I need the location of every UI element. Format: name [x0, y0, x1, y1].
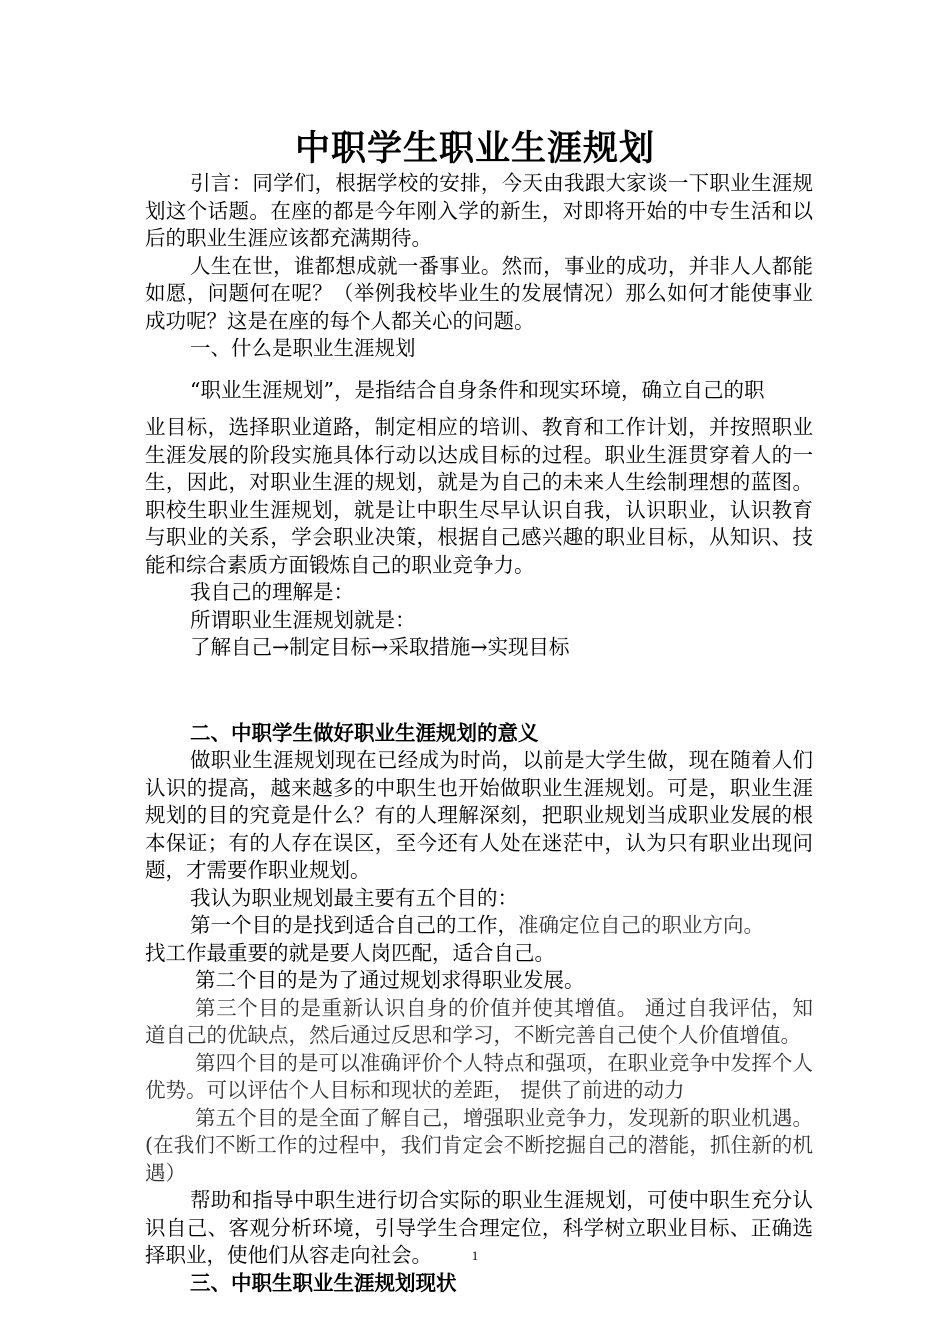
paragraph-purpose-2: 第二个目的是为了通过规划求得职业发展。: [195, 968, 585, 992]
paragraph-definition-first-line: “职业生涯规划”，是指结合自身条件和现实环境，确立自己的职: [190, 377, 765, 402]
paragraph-purpose-5: 第五个目的是全面了解自己，增强职业竞争力，发现新的职业机遇。(在我们不断工作的过程中，我们肯定会不断挖掘自己的潜能，抓住新的机遇）: [145, 1105, 813, 1185]
purpose-1-direction: 准确定位自己的职业方向。: [518, 913, 764, 937]
paragraph-purpose-3: 第三个目的是重新认识自身的价值并使其增值。 通过自我评估，知道自己的优缺点，然后通过反思和学习，不断完善自己使个人价值增值。: [145, 995, 813, 1047]
section-heading-1: 一、什么是职业生涯规划: [190, 336, 416, 360]
document-title: 中职学生职业生涯规划: [294, 128, 655, 169]
paragraph-purpose-4: 第四个目的是可以准确评价个人特点和强项，在职业竞争中发挥个人优势。可以评估个人目标和现状的差距， 提供了前进的动力: [145, 1050, 813, 1102]
section-heading-3: 三、中职生职业生涯规划现状: [190, 1270, 457, 1295]
paragraph-my-understanding: 我自己的理解是：: [190, 580, 354, 604]
paragraph-definition: 业目标，选择职业道路，制定相应的培训、教育和工作计划，并按照职业生涯发展的阶段实施具体行动以达成目标的过程。职业生涯贯穿着人的一生，因此，对职业生涯的规划，就是为自己的未来人生绘制理想的蓝图。职校生职业生涯规划，就是让中职生尽早认识自我，认识职业，认识教育与职业的关系，学会职业决策，根据自己感兴趣的职业目标，从知识、技能和综合素质方面锻炼自己的职业竞争力。: [145, 415, 813, 577]
paragraph-guidance: 帮助和指导中职生进行切合实际的职业生涯规划，可使中职生充分认识自己、客观分析环境，引导学生合理定位，科学树立职业目标、正确选择职业，使他们从容走向社会。: [145, 1188, 813, 1267]
paragraph-significance: 做职业生涯规划现在已经成为时尚，以前是大学生做，现在随着人们认识的提高，越来越多的中职生也开始做职业生涯规划。可是，职业生涯规划的目的究竟是什么？有的人理解深刻，把职业规划当成职业发展的根本保证；有的人存在误区，至今还有人处在迷茫中，认为只有职业出现问题，才需要作职业规划。: [145, 748, 813, 882]
paragraph-five-purposes: 我认为职业规划最主要有五个目的：: [190, 885, 518, 910]
paragraph-purpose-1: [145, 912, 813, 940]
purpose-1-lead: 第一个目的是找到适合自己的工作，: [190, 913, 518, 937]
paragraph-process-flow: 了解自己→制定目标→采取措施→实现目标: [190, 635, 570, 659]
paragraph-life-career: 人生在世，谁都想成就一番事业。然而，事业的成功，并非人人都能如愿，问题何在呢？（举例我校毕业生的发展情况）那么如何才能使事业成功呢？这是在座的每个人都关心的问题。: [145, 253, 813, 333]
page-number: 1: [471, 1248, 479, 1263]
paragraph-intro: 引言：同学们，根据学校的安排，今天由我跟大家谈一下职业生涯规划这个话题。在座的都是今年刚入学的新生，对即将开始的中专生活和以后的职业生涯应该都充满期待。: [145, 171, 813, 250]
paragraph-so-called: 所谓职业生涯规划就是：: [190, 607, 416, 632]
paragraph-purpose-1-continued: 找工作最重要的就是要人岗匹配，适合自己。: [145, 940, 555, 965]
section-heading-2: 二、中职学生做好职业生涯规划的意义: [190, 720, 539, 745]
document-body: [145, 170, 813, 1297]
